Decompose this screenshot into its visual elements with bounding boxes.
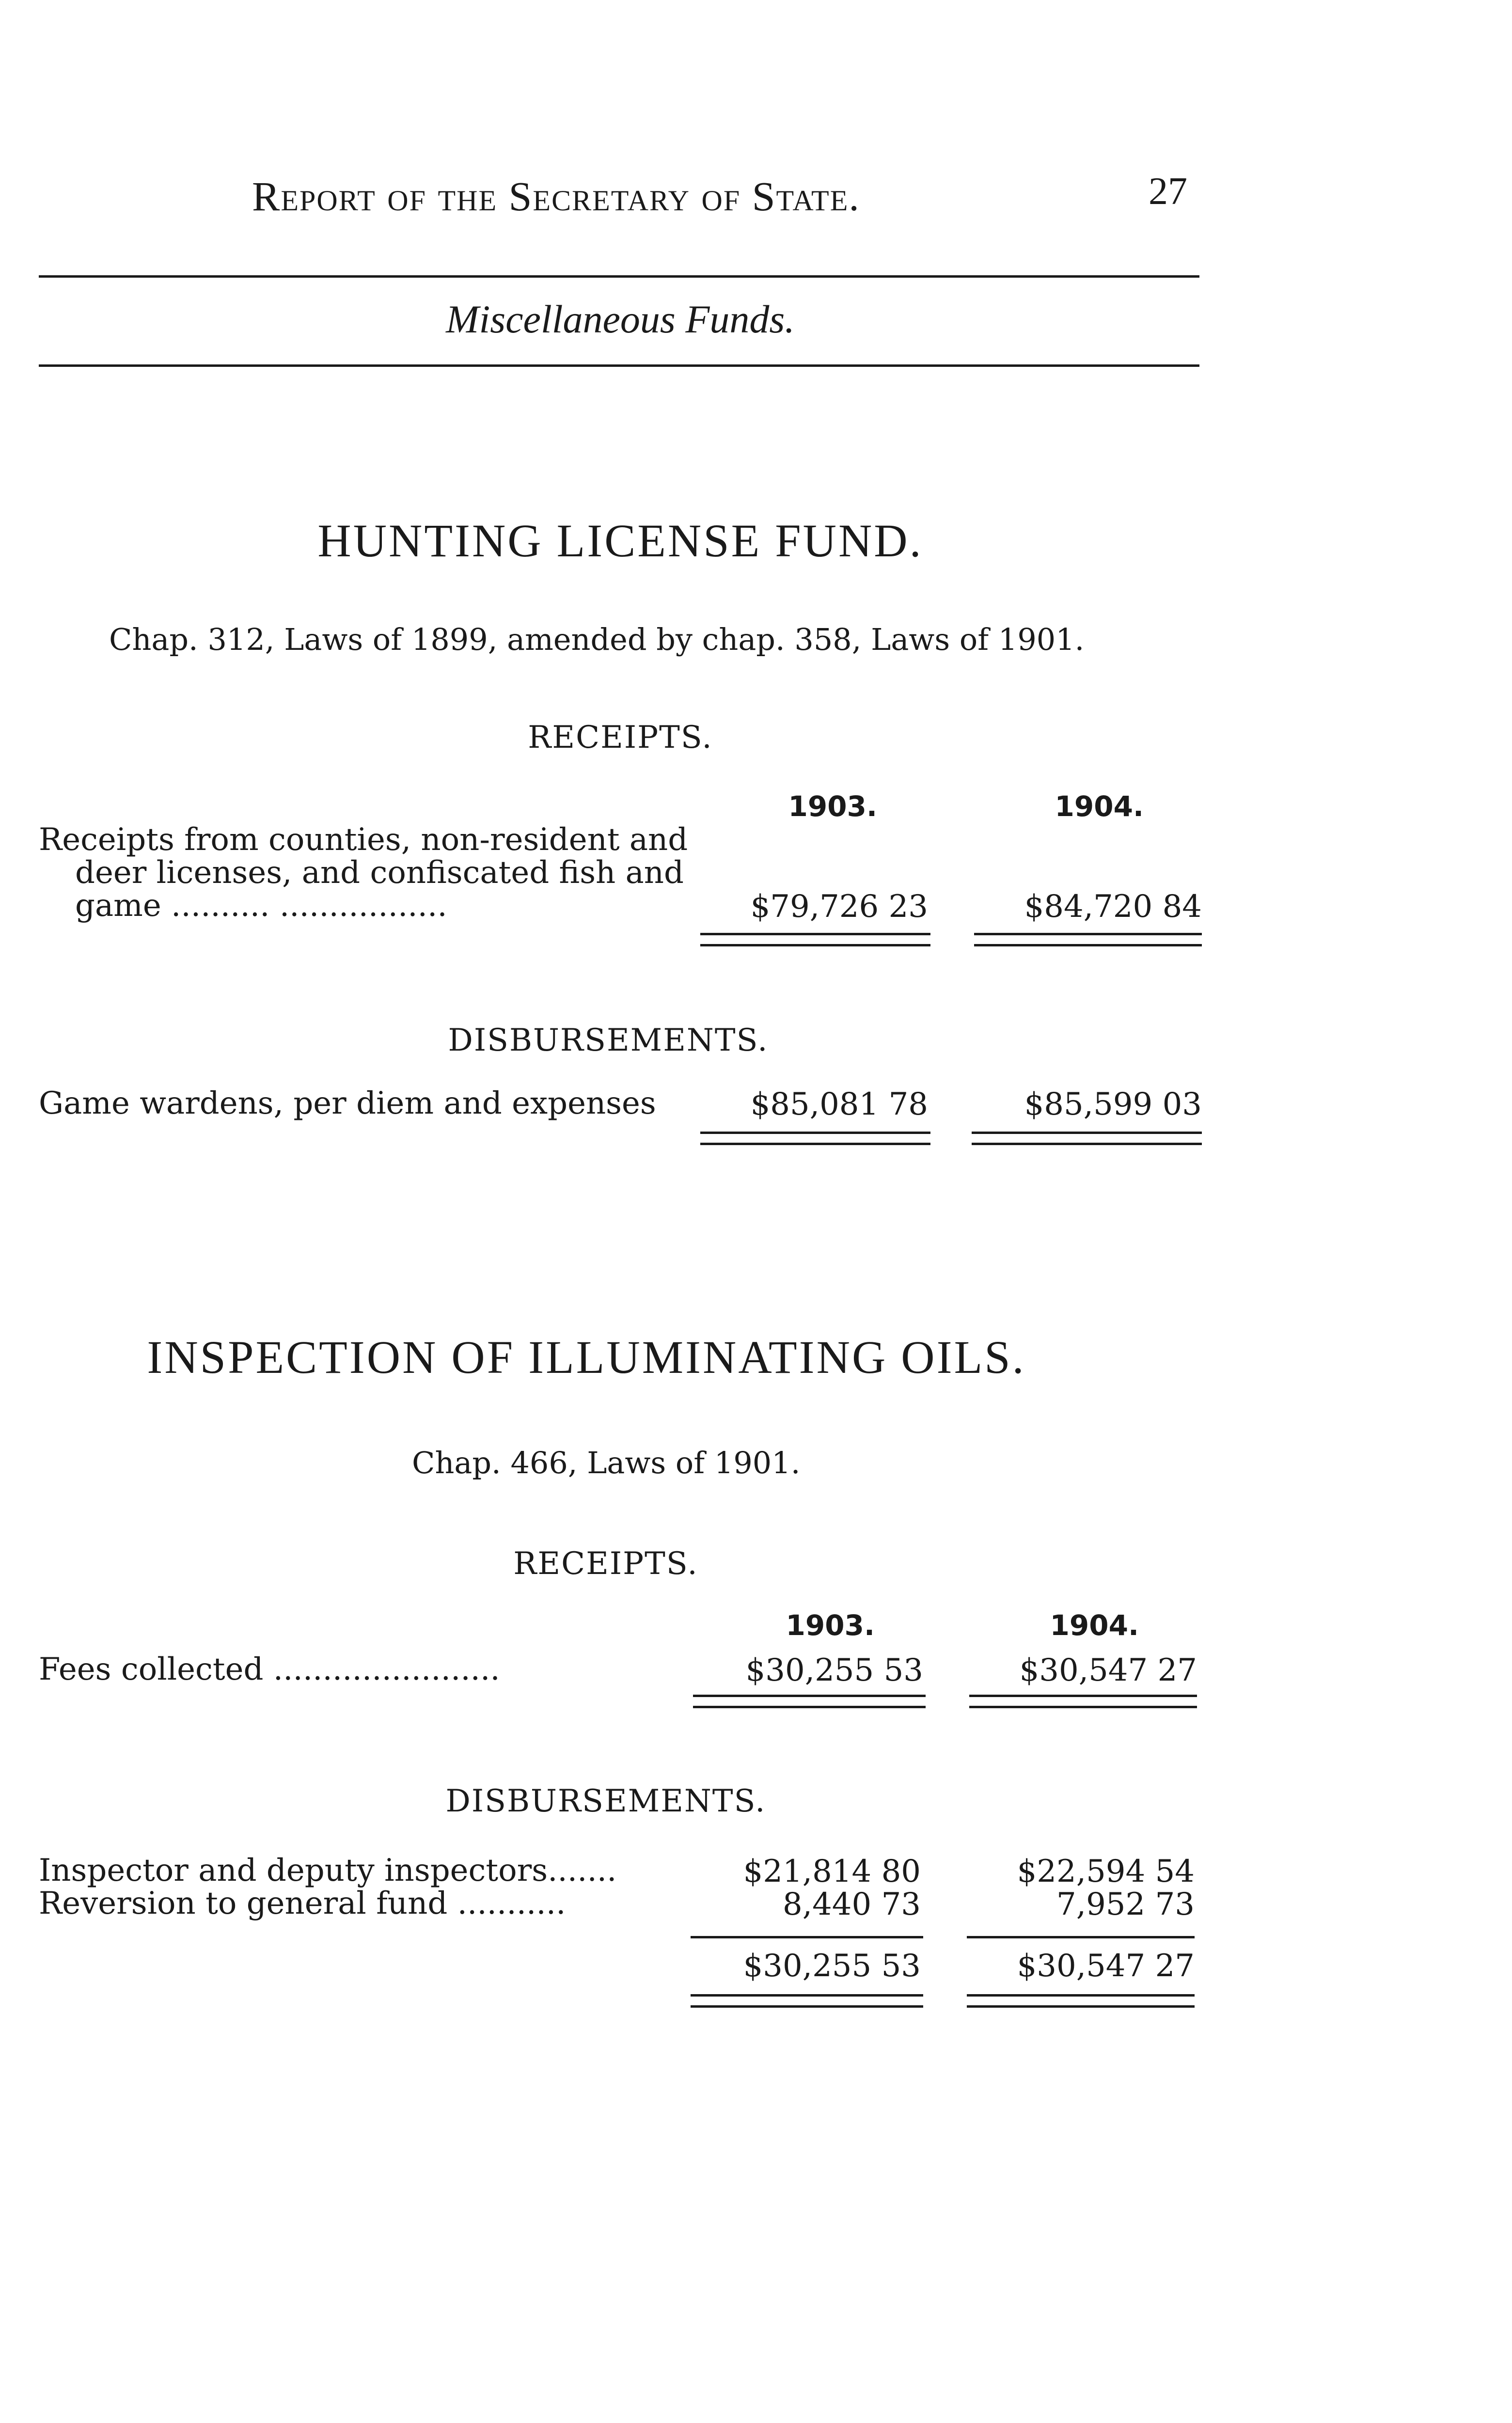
oils-disbursement-amount-1903-reversion: 8,440 73 bbox=[783, 1887, 921, 1922]
oils-receipt-label: Fees collected ....................... bbox=[39, 1652, 500, 1687]
hunting-year-1904: 1904. bbox=[1055, 790, 1144, 823]
hunting-receipt-label-line1: Receipts from counties, non-resident and bbox=[39, 822, 688, 858]
hunting-disbursement-amount-1903: $85,081 78 bbox=[750, 1086, 928, 1122]
oils-total-1904: $30,547 27 bbox=[1017, 1948, 1195, 1984]
oils-receipt-amount-1904: $30,547 27 bbox=[1019, 1652, 1197, 1688]
oils-receipt-rule-1903 bbox=[693, 1695, 926, 1708]
oils-disbursement-amount-1903-inspectors: $21,814 80 bbox=[743, 1854, 921, 1889]
hunting-disbursement-label: Game wardens, per diem and expenses bbox=[39, 1086, 656, 1121]
hunting-disbursement-rule-1904 bbox=[972, 1132, 1202, 1145]
hunting-receipt-amount-1904: $84,720 84 bbox=[1024, 889, 1202, 925]
oils-receipt-amount-1903: $30,255 53 bbox=[745, 1652, 923, 1688]
oils-subtotal-rule-1903 bbox=[691, 1936, 923, 1938]
oils-total-rule-1903 bbox=[691, 1994, 923, 2008]
hunting-disbursement-amount-1904: $85,599 03 bbox=[1024, 1086, 1202, 1122]
oils-title: INSPECTION OF ILLUMINATING OILS. bbox=[147, 1331, 1026, 1383]
running-head-text: Report of the Secretary of State. bbox=[252, 173, 860, 220]
oils-disbursement-label-inspectors: Inspector and deputy inspectors....... bbox=[39, 1853, 617, 1888]
hunting-receipt-rule-1904 bbox=[974, 933, 1202, 946]
oils-disbursement-amount-1904-reversion: 7,952 73 bbox=[1056, 1887, 1195, 1922]
hunting-receipt-label-line2: deer licenses, and confiscated fish and bbox=[75, 855, 684, 891]
hunting-fund-title: HUNTING LICENSE FUND. bbox=[317, 515, 923, 566]
oils-total-1903: $30,255 53 bbox=[743, 1948, 921, 1984]
oils-total-rule-1904 bbox=[967, 1994, 1195, 2008]
oils-subtotal-rule-1904 bbox=[967, 1936, 1195, 1938]
page-number: 27 bbox=[1149, 170, 1187, 213]
running-head bbox=[252, 172, 860, 220]
hunting-receipt-label-line3: game .......... ................. bbox=[75, 888, 447, 924]
oils-disbursement-amount-1904-inspectors: $22,594 54 bbox=[1017, 1854, 1195, 1889]
oils-year-1904: 1904. bbox=[1050, 1609, 1139, 1642]
hunting-receipts-heading: RECEIPTS. bbox=[528, 720, 713, 755]
oils-year-1903: 1903. bbox=[786, 1609, 875, 1642]
header-rule-bottom bbox=[39, 364, 1199, 367]
oils-citation: Chap. 466, Laws of 1901. bbox=[412, 1445, 801, 1480]
header-rule-top bbox=[39, 275, 1199, 278]
oils-disbursements-heading: DISBURSEMENTS. bbox=[445, 1783, 766, 1819]
oils-disbursement-label-reversion: Reversion to general fund ........... bbox=[39, 1886, 566, 1921]
section-subheading: Miscellaneous Funds. bbox=[446, 297, 795, 341]
hunting-receipt-amount-1903: $79,726 23 bbox=[750, 889, 928, 925]
hunting-fund-citation: Chap. 312, Laws of 1899, amended by chap. 358, Laws of 1901. bbox=[109, 622, 1085, 657]
hunting-year-1903: 1903. bbox=[788, 790, 877, 823]
oils-receipts-heading: RECEIPTS. bbox=[513, 1546, 698, 1582]
hunting-disbursement-rule-1903 bbox=[700, 1132, 930, 1145]
hunting-disbursements-heading: DISBURSEMENTS. bbox=[448, 1023, 769, 1058]
oils-receipt-rule-1904 bbox=[969, 1695, 1197, 1708]
hunting-receipt-rule-1903 bbox=[700, 933, 930, 946]
